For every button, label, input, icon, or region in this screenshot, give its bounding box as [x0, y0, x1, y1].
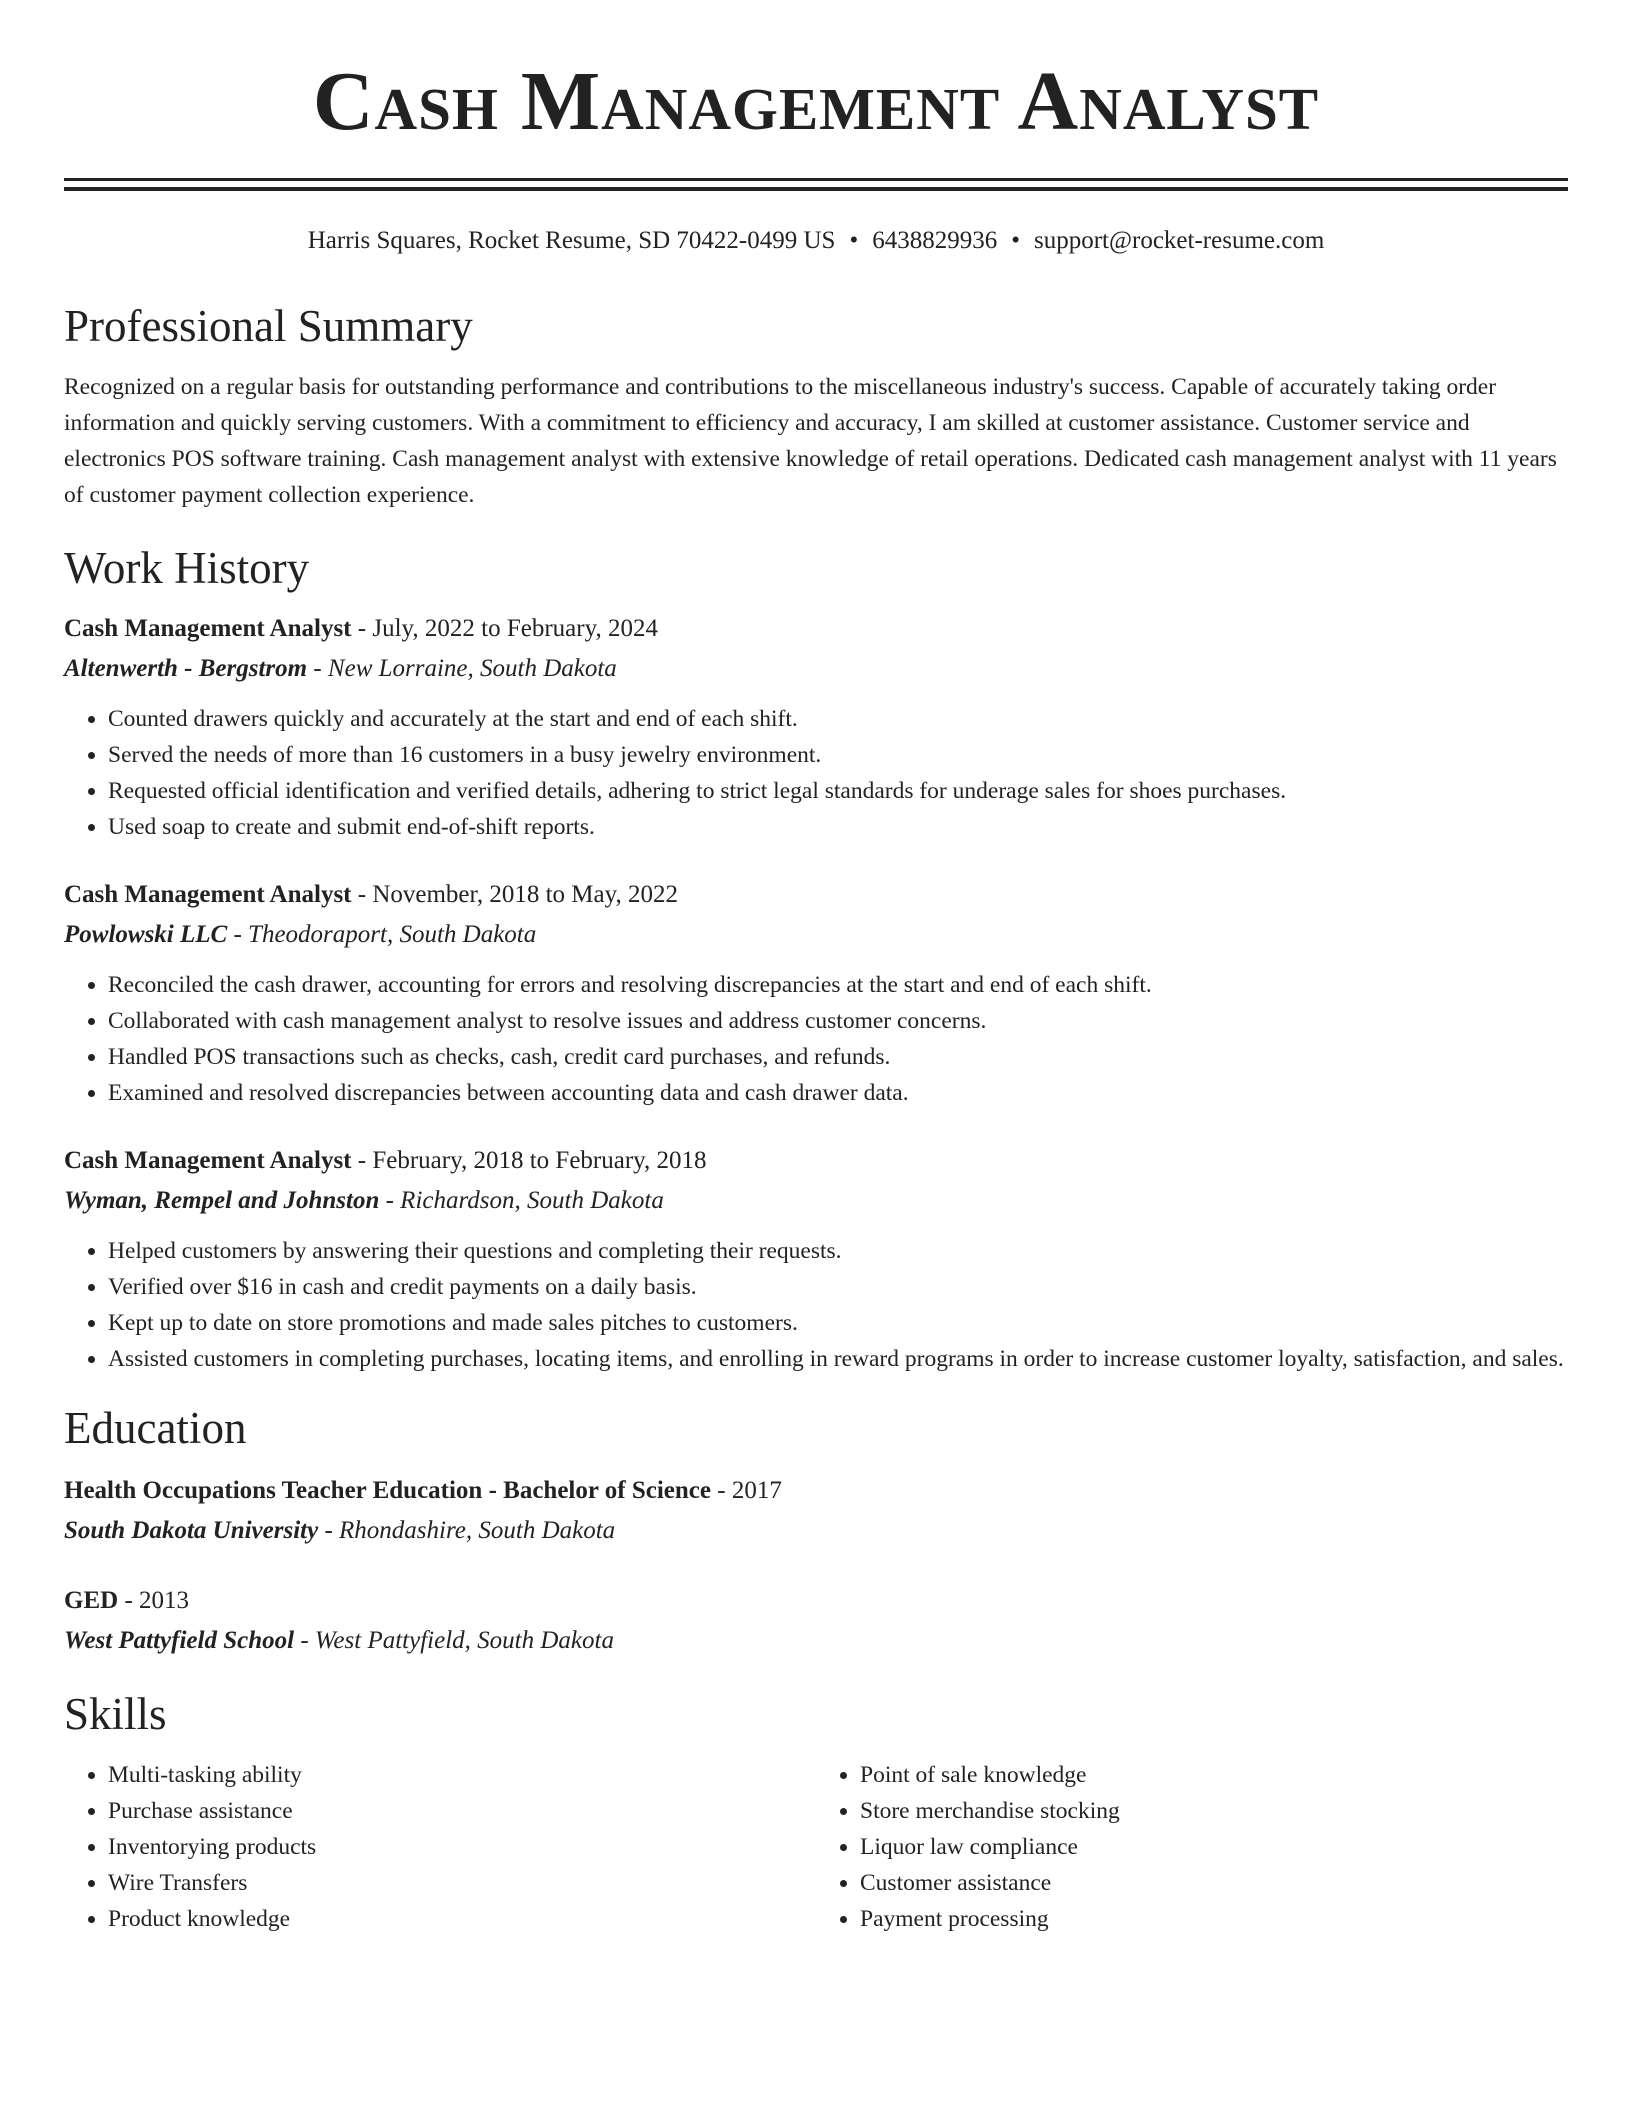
skill-item: • Purchase assistance: [108, 1793, 816, 1829]
skill-item: • Payment processing: [860, 1901, 1568, 1937]
skill-item: • Point of sale knowledge: [860, 1757, 1568, 1793]
skill-item: • Product knowledge: [108, 1901, 816, 1937]
summary-heading: Professional Summary: [64, 301, 473, 351]
job-bullet: • Reconciled the cash drawer, accounting for errors and resolving discrepancies at the start and end of each shift.: [108, 967, 1568, 1003]
employer-name: Wyman, Rempel and Johnston: [64, 1187, 380, 1214]
skill-item: • Store merchandise stocking: [860, 1793, 1568, 1829]
job-bullet: • Requested official identification and verified details, adhering to strict legal standards for underage sales for shoes purchases.: [108, 773, 1568, 809]
skills-column-right: [816, 1757, 1568, 1937]
contact-line: [64, 225, 1568, 257]
job-bullet: • Helped customers by answering their questions and completing their requests.: [108, 1233, 1568, 1269]
employer-name: Powlowski LLC: [64, 921, 228, 948]
degree-year: - 2013: [118, 1587, 190, 1614]
contact-phone: 6438829936: [872, 227, 998, 254]
education-entry: [64, 1471, 1568, 1551]
job-title: Cash Management Analyst: [64, 1147, 352, 1174]
job-bullet: • Assisted customers in completing purchases, locating items, and enrolling in reward programs in order to increase customer loyalty, satisfaction, and sales.: [108, 1341, 1568, 1377]
job-bullets: [64, 967, 1568, 1111]
job-bullet: • Counted drawers quickly and accurately at the start and end of each shift.: [108, 701, 1568, 737]
job-title: Cash Management Analyst: [64, 615, 352, 642]
job-dates: - November, 2018 to May, 2022: [351, 881, 679, 908]
job-bullets: [64, 701, 1568, 845]
job-bullet: • Collaborated with cash management analyst to resolve issues and address customer concerns.: [108, 1003, 1568, 1039]
job-entry: [64, 875, 1568, 1111]
work-history-heading: Work History: [64, 543, 310, 593]
job-bullet: • Verified over $16 in cash and credit payments on a daily basis.: [108, 1269, 1568, 1305]
employer-location: - Richardson, South Dakota: [379, 1187, 664, 1214]
job-title: Cash Management Analyst: [64, 881, 352, 908]
degree-name: Health Occupations Teacher Education - Bachelor of Science: [64, 1477, 711, 1504]
school-name: West Pattyfield School: [64, 1627, 295, 1654]
summary-text: Recognized on a regular basis for outstanding performance and contributions to the miscellaneous industry's success. Capable of accurately taking order information and quickly serving customers. With a commitment to efficiency and accuracy, I am skilled at customer assistance. Customer service and electronics POS software training. Cash management analyst with extensive knowledge of retail operations. Dedicated cash management analyst with 11 years of customer payment collection experience.: [64, 374, 1557, 508]
job-dates: - July, 2022 to February, 2024: [351, 615, 658, 642]
skill-item: • Inventorying products: [108, 1829, 816, 1865]
education-entry: [64, 1581, 1568, 1661]
degree-name: GED: [64, 1587, 119, 1614]
header-rule-bottom: [64, 187, 1568, 191]
job-entry: [64, 609, 1568, 845]
education-heading: Education: [64, 1403, 247, 1453]
employer-name: Altenwerth - Bergstrom: [64, 655, 308, 682]
skill-item: • Wire Transfers: [108, 1865, 816, 1901]
school-name: South Dakota University: [64, 1517, 319, 1544]
skills-list: [64, 1757, 1568, 1937]
school-location: - West Pattyfield, South Dakota: [294, 1627, 614, 1654]
contact-separator: •: [1011, 227, 1020, 254]
employer-location: - New Lorraine, South Dakota: [307, 655, 617, 682]
job-bullet: • Examined and resolved discrepancies between accounting data and cash drawer data.: [108, 1075, 1568, 1111]
contact-address: Harris Squares, Rocket Resume, SD 70422-0499 US: [307, 227, 836, 254]
degree-year: - 2017: [711, 1477, 782, 1504]
skill-item: • Customer assistance: [860, 1865, 1568, 1901]
contact-email: support@rocket-resume.com: [1033, 227, 1325, 254]
job-bullets: [64, 1233, 1568, 1377]
skill-item: • Multi-tasking ability: [108, 1757, 816, 1793]
job-bullet: • Served the needs of more than 16 customers in a busy jewelry environment.: [108, 737, 1568, 773]
job-entry: [64, 1141, 1568, 1377]
job-dates: - February, 2018 to February, 2018: [351, 1147, 707, 1174]
candidate-title: Cash Management Analyst: [312, 55, 1320, 148]
employer-location: - Theodoraport, South Dakota: [227, 921, 537, 948]
job-bullet: • Kept up to date on store promotions and made sales pitches to customers.: [108, 1305, 1568, 1341]
job-bullet: • Used soap to create and submit end-of-shift reports.: [108, 809, 1568, 845]
contact-separator: •: [849, 227, 859, 254]
school-location: - Rhondashire, South Dakota: [318, 1517, 616, 1544]
skill-item: • Liquor law compliance: [860, 1829, 1568, 1865]
header-rule-top: [64, 178, 1568, 181]
skills-column-left: [64, 1757, 816, 1937]
skills-heading: Skills: [64, 1689, 167, 1739]
job-bullet: • Handled POS transactions such as checks, cash, credit card purchases, and refunds.: [108, 1039, 1568, 1075]
